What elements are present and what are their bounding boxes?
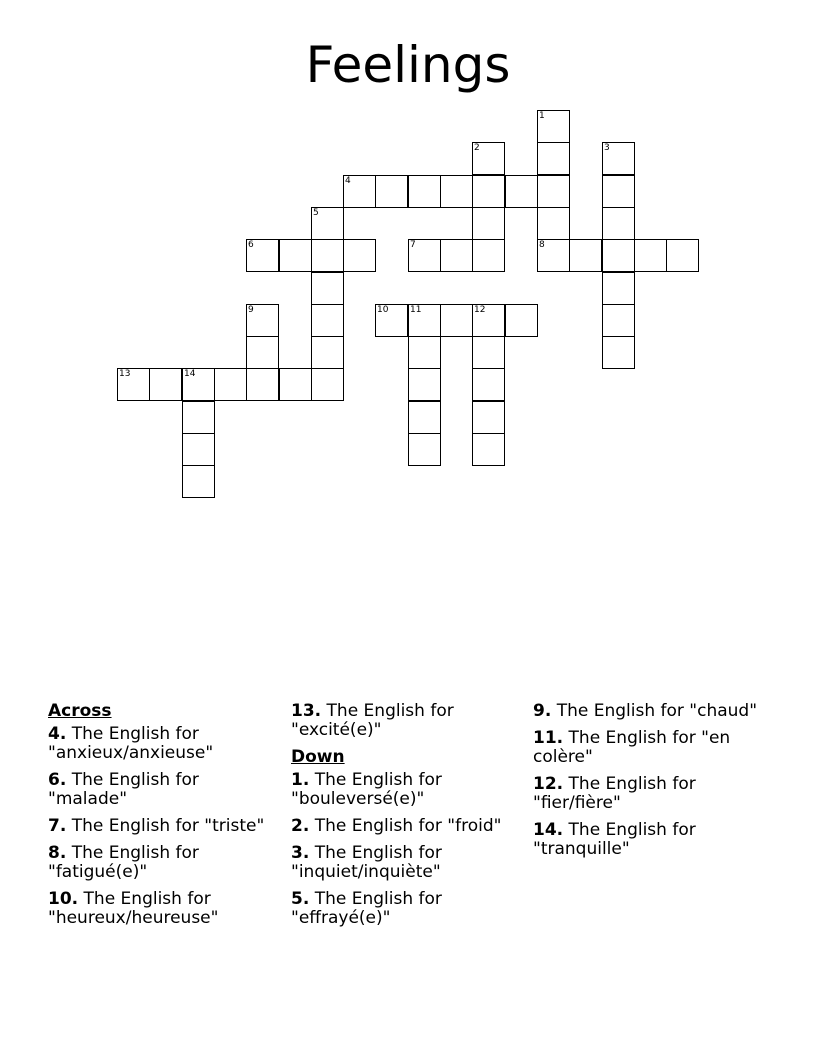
clue-number-label: 12	[474, 305, 486, 315]
grid-cell[interactable]	[311, 272, 344, 305]
grid-cell[interactable]	[149, 368, 182, 401]
clue-number: 9.	[533, 701, 552, 721]
clue-number: 3.	[291, 843, 310, 863]
grid-cell[interactable]	[602, 304, 635, 337]
clue-number-label: 8	[539, 240, 545, 250]
clue-text: The English for "en colère"	[533, 728, 731, 767]
grid-cell[interactable]	[472, 239, 505, 272]
grid-cell[interactable]	[472, 175, 505, 208]
clue-number-label: 9	[248, 305, 254, 315]
grid-cell[interactable]	[246, 368, 279, 401]
clue-number-label: 5	[313, 208, 319, 218]
grid-cell[interactable]	[214, 368, 247, 401]
grid-cell[interactable]	[440, 304, 473, 337]
grid-cell[interactable]	[408, 401, 441, 434]
grid-cell[interactable]	[472, 368, 505, 401]
clue-number: 14.	[533, 820, 564, 840]
clue-text: The English for "triste"	[71, 816, 265, 836]
clue-down-2	[291, 817, 516, 836]
down-heading: Down	[291, 747, 345, 767]
grid-cell[interactable]	[182, 368, 215, 401]
clue-number-label: 13	[119, 369, 131, 379]
clue-across-8	[48, 844, 273, 882]
clues-section	[48, 702, 768, 992]
clue-down-5	[291, 890, 516, 928]
clue-number-label: 3	[604, 143, 610, 153]
grid-cell[interactable]	[602, 207, 635, 240]
clue-text: The English for "fier/fière"	[533, 774, 696, 813]
grid-cell[interactable]	[311, 239, 344, 272]
clue-across-13	[291, 702, 516, 740]
grid-cell[interactable]	[117, 368, 150, 401]
grid-cell[interactable]	[408, 175, 441, 208]
grid-cell[interactable]	[182, 401, 215, 434]
grid-cell[interactable]	[408, 304, 441, 337]
clue-text: The English for "tranquille"	[533, 820, 696, 859]
grid-cell[interactable]	[634, 239, 667, 272]
grid-cell[interactable]	[440, 239, 473, 272]
clue-down-14	[533, 821, 758, 859]
grid-cell[interactable]	[666, 239, 699, 272]
grid-cell[interactable]	[375, 304, 408, 337]
clue-number: 5.	[291, 889, 310, 909]
grid-cell[interactable]	[472, 304, 505, 337]
grid-cell[interactable]	[537, 207, 570, 240]
clue-number-label: 2	[474, 143, 480, 153]
clue-number: 4.	[48, 724, 67, 744]
grid-cell[interactable]	[537, 142, 570, 175]
clue-down-11	[533, 729, 758, 767]
grid-cell[interactable]	[602, 142, 635, 175]
grid-cell[interactable]	[246, 304, 279, 337]
clue-number-label: 4	[345, 176, 351, 186]
grid-cell[interactable]	[311, 207, 344, 240]
clue-text: The English for "chaud"	[556, 701, 758, 721]
clue-number: 1.	[291, 770, 310, 790]
clue-down-12	[533, 775, 758, 813]
clue-text: The English for "heureux/heureuse"	[48, 889, 219, 928]
clue-number-label: 14	[184, 369, 196, 379]
clues-column-1	[48, 702, 273, 936]
grid-cell[interactable]	[505, 175, 538, 208]
grid-cell[interactable]	[505, 304, 538, 337]
clue-number-label: 11	[410, 305, 422, 315]
grid-cell[interactable]	[537, 110, 570, 143]
clue-down-9	[533, 702, 758, 721]
grid-cell[interactable]	[472, 336, 505, 369]
clue-number: 11.	[533, 728, 564, 748]
grid-cell[interactable]	[537, 175, 570, 208]
clue-number-label: 7	[410, 240, 416, 250]
grid-cell[interactable]	[602, 336, 635, 369]
clue-across-7	[48, 817, 273, 836]
clue-number-label: 1	[539, 111, 545, 121]
crossword-grid	[0, 0, 816, 520]
clue-number: 7.	[48, 816, 67, 836]
clue-across-10	[48, 890, 273, 928]
grid-cell[interactable]	[408, 239, 441, 272]
clue-number: 6.	[48, 770, 67, 790]
clue-number: 8.	[48, 843, 67, 863]
clue-down-3	[291, 844, 516, 882]
clue-number: 12.	[533, 774, 564, 794]
grid-cell[interactable]	[279, 368, 312, 401]
grid-cell[interactable]	[311, 336, 344, 369]
grid-cell[interactable]	[182, 433, 215, 466]
clue-text: The English for "bouleversé(e)"	[291, 770, 442, 809]
grid-cell[interactable]	[246, 336, 279, 369]
clue-across-4	[48, 725, 273, 763]
grid-cell[interactable]	[602, 239, 635, 272]
grid-cell[interactable]	[537, 239, 570, 272]
clue-number: 13.	[291, 701, 322, 721]
grid-cell[interactable]	[246, 239, 279, 272]
grid-cell[interactable]	[408, 336, 441, 369]
grid-cell[interactable]	[472, 401, 505, 434]
grid-cell[interactable]	[311, 368, 344, 401]
clue-text: The English for "excité(e)"	[291, 701, 454, 740]
clue-number: 2.	[291, 816, 310, 836]
grid-cell[interactable]	[343, 239, 376, 272]
grid-cell[interactable]	[602, 272, 635, 305]
grid-cell[interactable]	[569, 239, 602, 272]
clue-text: The English for "froid"	[314, 816, 502, 836]
clue-text: The English for "fatigué(e)"	[48, 843, 199, 882]
grid-cell[interactable]	[279, 239, 312, 272]
clue-text: The English for "effrayé(e)"	[291, 889, 442, 928]
clue-down-1	[291, 771, 516, 809]
clue-across-6	[48, 771, 273, 809]
clue-number-label: 10	[377, 305, 389, 315]
across-heading: Across	[48, 701, 112, 721]
clue-text: The English for "inquiet/inquiète"	[291, 843, 442, 882]
clue-text: The English for "malade"	[48, 770, 199, 809]
clue-text: The English for "anxieux/anxieuse"	[48, 724, 214, 763]
grid-cell[interactable]	[602, 175, 635, 208]
grid-cell[interactable]	[408, 433, 441, 466]
grid-cell[interactable]	[311, 304, 344, 337]
clues-column-3	[533, 702, 758, 867]
grid-cell[interactable]	[343, 175, 376, 208]
clue-number: 10.	[48, 889, 79, 909]
grid-cell[interactable]	[375, 175, 408, 208]
grid-cell[interactable]	[408, 368, 441, 401]
clue-number-label: 6	[248, 240, 254, 250]
clues-column-2	[291, 702, 516, 936]
grid-cell[interactable]	[182, 465, 215, 498]
grid-cell[interactable]	[472, 207, 505, 240]
grid-cell[interactable]	[472, 142, 505, 175]
page-title: Feelings	[305, 36, 511, 94]
grid-cell[interactable]	[472, 433, 505, 466]
grid-cell[interactable]	[440, 175, 473, 208]
